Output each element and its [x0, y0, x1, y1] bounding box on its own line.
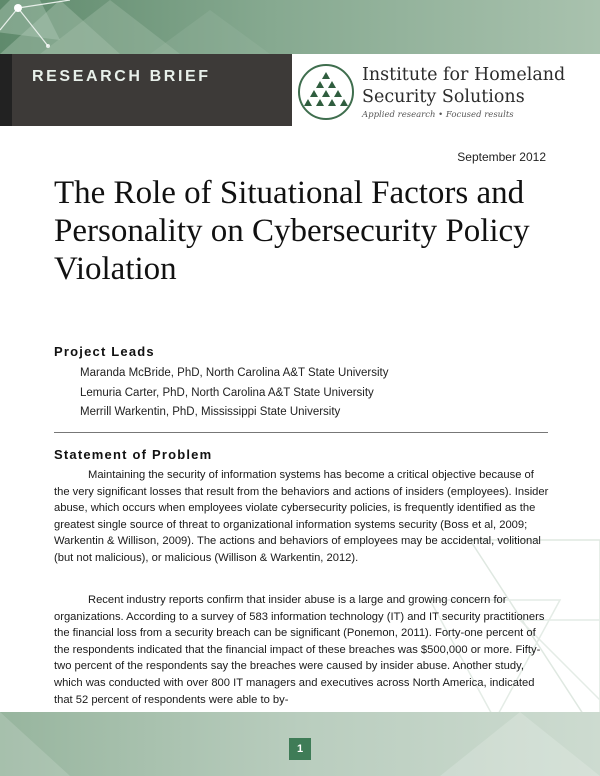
institute-name-line2: Security Solutions	[362, 87, 525, 107]
institute-tagline: Applied research • Focused results	[362, 110, 514, 120]
project-lead: Merrill Warkentin, PhD, Mississippi State University	[80, 406, 341, 418]
statement-of-problem-heading: Statement of Problem	[54, 447, 213, 462]
body-paragraph: Recent industry reports confirm that insider abuse is a large and growing concern for organizations. According to a survey of 583 information technology (IT) and IT security practitioners the financial loss from a security breach can be significant (Ponemon, 2011). Forty-one percent of the respondents indicated that the financial impact of these breaches was $500,000 or more. Fifty-two percent of the respondents say the breaches were caused by insider abuse. Another study, which was conducted with over 800 IT managers and executives across North America, indicated that 52 percent of respondents were able to by-	[54, 594, 545, 706]
research-brief-label: RESEARCH BRIEF	[32, 68, 211, 85]
project-lead: Lemuria Carter, PhD, North Carolina A&T State University	[80, 386, 374, 399]
project-lead: Maranda McBride, PhD, North Carolina A&T State University	[80, 367, 389, 379]
page-number-badge: 1	[289, 738, 311, 760]
header	[0, 54, 600, 126]
bar-edge	[0, 54, 12, 126]
document-title: The Role of Situational Factors and Personality on Cybersecurity Policy Violation	[54, 175, 530, 287]
institute-logo	[296, 62, 596, 122]
institute-name-line1: Institute for Homeland	[362, 65, 566, 85]
project-leads-heading: Project Leads	[54, 344, 155, 359]
section-divider	[54, 432, 548, 433]
top-banner	[0, 0, 600, 54]
project-leads-list	[80, 364, 389, 423]
institute-logo-icon	[296, 62, 356, 122]
network-decoration	[0, 0, 600, 54]
research-brief-bar	[0, 54, 292, 126]
body-paragraph: Maintaining the security of information systems has become a critical objective because of the very significant losses that result from the behaviors and actions of insiders (employees). Insider abuse, which occurs when employees violate cybersecurity policies, is frequently identified as the greatest single source of threat to organizational information systems security (Boss et al, 2009; Warkentin & Willison, 2009). The actions and behaviors of employees may be accidental, volitional (but not malicious), or malicious (Willison & Warkentin, 2012).	[54, 469, 549, 564]
publication-date: September 2012	[457, 150, 546, 164]
